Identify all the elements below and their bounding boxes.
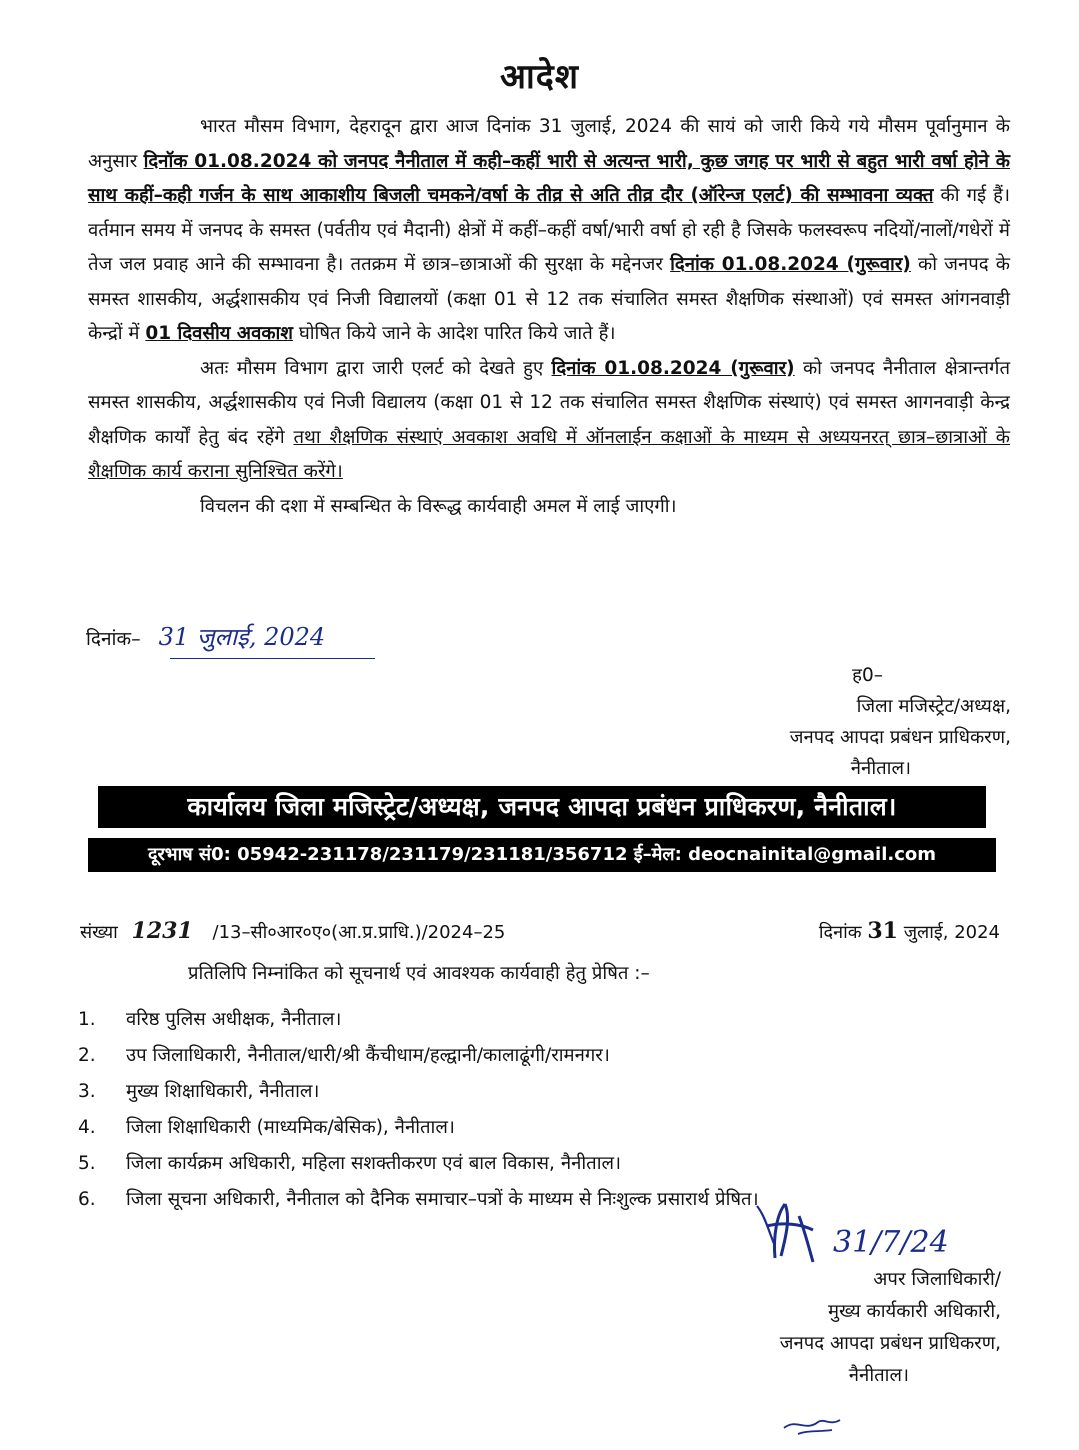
list-item-number: 6. — [78, 1189, 96, 1210]
reference-date — [819, 918, 1000, 944]
list-item-number: 4. — [78, 1117, 96, 1138]
list-item-text: जिला सूचना अधिकारी, नैनीताल को दैनिक समाचार–पत्रों के माध्यम से निःशुल्क प्रसारार्थ प्रेषित। — [126, 1189, 759, 1210]
phone-numbers: 05942-231178/231179/231181/356712 — [237, 844, 628, 865]
copy-to-list — [78, 1002, 1038, 1218]
list-item-number: 3. — [78, 1081, 96, 1102]
handwritten-date: 31 जुलाई, 2024 — [158, 623, 326, 651]
phone-label: दूरभाष सं0: — [148, 844, 231, 865]
email-address[interactable]: deocnainital@gmail.com — [688, 844, 936, 865]
office-banner: कार्यालय जिला मजिस्ट्रेट/अध्यक्ष, जनपद आपदा प्रबंधन प्राधिकरण, नैनीताल। — [98, 786, 986, 828]
order-date-label: दिनांक– — [86, 628, 141, 650]
reference-label: संख्या — [80, 922, 118, 943]
list-item-text: वरिष्ठ पुलिस अधीक्षक, नैनीताल। — [126, 1009, 342, 1030]
list-item-text: मुख्य शिक्षाधिकारी, नैनीताल। — [126, 1081, 320, 1102]
order-body — [88, 110, 1010, 524]
reference-number: 1231 — [131, 918, 193, 944]
paragraph-2 — [88, 352, 1010, 490]
dm-authority: जनपद आपदा प्रबंधन प्राधिकरण, — [789, 727, 1011, 748]
p1-text-a: भारत मौसम विभाग, देहरादून द्वारा आज दिनांक 31 जुलाई, 2024 की सायं को जारी किये गये मौसम पूर्वानुमान के अनुसार — [88, 116, 1010, 172]
initials-scribble — [780, 1410, 850, 1438]
document-title: आदेश — [500, 57, 579, 97]
p1-text-b: दिनॉक 01.08.2024 को जनपद नैनीताल में कही–कहीं भारी से अत्यन्त भारी, कुछ जगह पर भारी से बहुत भारी वर्षा होने के साथ कहीं–कही गर्जन के साथ आकाशीय बिजली चमकने/वर्षा के तीव्र से अति तीव्र दौर (ऑरेन्ज एलर्ट) की सम्भावना व्यक्त — [88, 150, 1010, 206]
dm-location: नैनीताल। — [850, 758, 911, 779]
p1-text-e: को जनपद के समस्त शासकीय, अर्द्धशासकीय एवं निजी विद्यालयों (कक्षा 01 से 12 तक संचालित समस्त शैक्षणिक संस्थाओं) एवं समस्त आंगनवाड़ी केन्द्रों में — [88, 254, 1010, 344]
paragraph-3: विचलन की दशा में सम्बन्धित के विरूद्ध कार्यवाही अमल में लाई जाएगी। — [200, 495, 677, 517]
dm-designation: जिला मजिस्ट्रेट/अध्यक्ष, — [856, 696, 1011, 717]
p2-text-b: दिनांक 01.08.2024 (गुरूवार) — [551, 357, 795, 379]
list-item-number: 1. — [78, 1009, 96, 1030]
signed-mark: ह0– — [852, 665, 883, 686]
adm-authority: जनपद आपदा प्रबंधन प्राधिकरण, — [779, 1333, 1001, 1354]
p2-text-d: तथा शैक्षणिक संस्थाएं अवकाश अवधि में ऑनलाईन कक्षाओं के माध्यम से अध्ययनरत् छात्र–छात्राओं के शैक्षणिक कार्य कराना सुनिश्चित करेंगे। — [88, 426, 1010, 482]
contact-bar — [88, 838, 996, 872]
forward-text: प्रतिलिपि निम्नांकित को सूचनार्थ एवं आवश्यक कार्यवाही हेतु प्रेषित :– — [188, 963, 650, 984]
list-item — [78, 1002, 1038, 1038]
email-label: ई–मेल: — [633, 844, 682, 865]
list-item-number: 5. — [78, 1153, 96, 1174]
list-item-number: 2. — [78, 1045, 96, 1066]
p1-text-d: दिनांक 01.08.2024 (गुरूवार) — [670, 254, 911, 275]
reference-suffix: /13–सी०आर०ए०(आ.प्र.प्राधि.)/2024–25 — [212, 922, 506, 943]
p1-text-c: की गई हैं। वर्तमान समय में जनपद के समस्त (पर्वतीय एवं मैदानी) क्षेत्रों में कहीं–कहीं वर्षा/भारी वर्षा हो रही है जिसके फलस्वरूप नदियों/नालों/गधेरों में तेज जल प्रवाह आने की सम्भावना है। ततक्रम में छात्र–छात्राओं की सुरक्षा के मद्देनजर — [88, 185, 1010, 275]
reference-date-label: दिनांक — [818, 922, 862, 943]
p1-text-f: 01 दिवसीय अवकाश — [145, 323, 293, 344]
list-item-text: उप जिलाधिकारी, नैनीताल/धारी/श्री कैंचीधाम/हल्द्वानी/कालाढूंगी/रामनगर। — [126, 1045, 610, 1066]
p2-text-c: को जनपद नैनीताल क्षेत्रान्तर्गत समस्त शासकीय, अर्द्धशासकीय एवं निजी विद्यालय (कक्षा 01 से 12 तक संचालित समस्त शैक्षणिक संस्थाएं) एवं समस्त आगनवाड़ी केन्द्र शैक्षणिक कार्यों हेतु बंद रहेंगे — [88, 357, 1011, 448]
list-item-text: जिला शिक्षाधिकारी (माध्यमिक/बेसिक), नैनीताल। — [126, 1117, 455, 1138]
reference-date-day: 31 — [867, 918, 898, 944]
reference-date-rest: जुलाई, 2024 — [903, 922, 1000, 943]
signature-date: 31/7/24 — [833, 1225, 949, 1260]
dm-signature-block — [790, 660, 1011, 784]
list-item-text: जिला कार्यक्रम अधिकारी, महिला सशक्तीकरण एवं बाल विकास, नैनीताल। — [126, 1153, 622, 1174]
order-date-line — [86, 620, 325, 653]
adm-ceo: मुख्य कार्यकारी अधिकारी, — [827, 1301, 1001, 1322]
handwritten-underline — [170, 658, 375, 659]
p2-text-a: अतः मौसम विभाग द्वारा जारी एलर्ट को देखते हुए — [200, 357, 552, 379]
list-item — [78, 1074, 1038, 1110]
reference-line — [80, 918, 1000, 944]
paragraph-1 — [88, 110, 1010, 352]
list-item — [78, 1038, 1038, 1074]
adm-designation: अपर जिलाधिकारी/ — [873, 1269, 1001, 1290]
list-item — [78, 1110, 1038, 1146]
adm-signature-block — [780, 1264, 1001, 1392]
p1-text-g: घोषित किये जाने के आदेश पारित किये जाते हैं। — [292, 323, 616, 344]
list-item — [78, 1146, 1038, 1182]
adm-location: नैनीताल। — [848, 1365, 909, 1386]
